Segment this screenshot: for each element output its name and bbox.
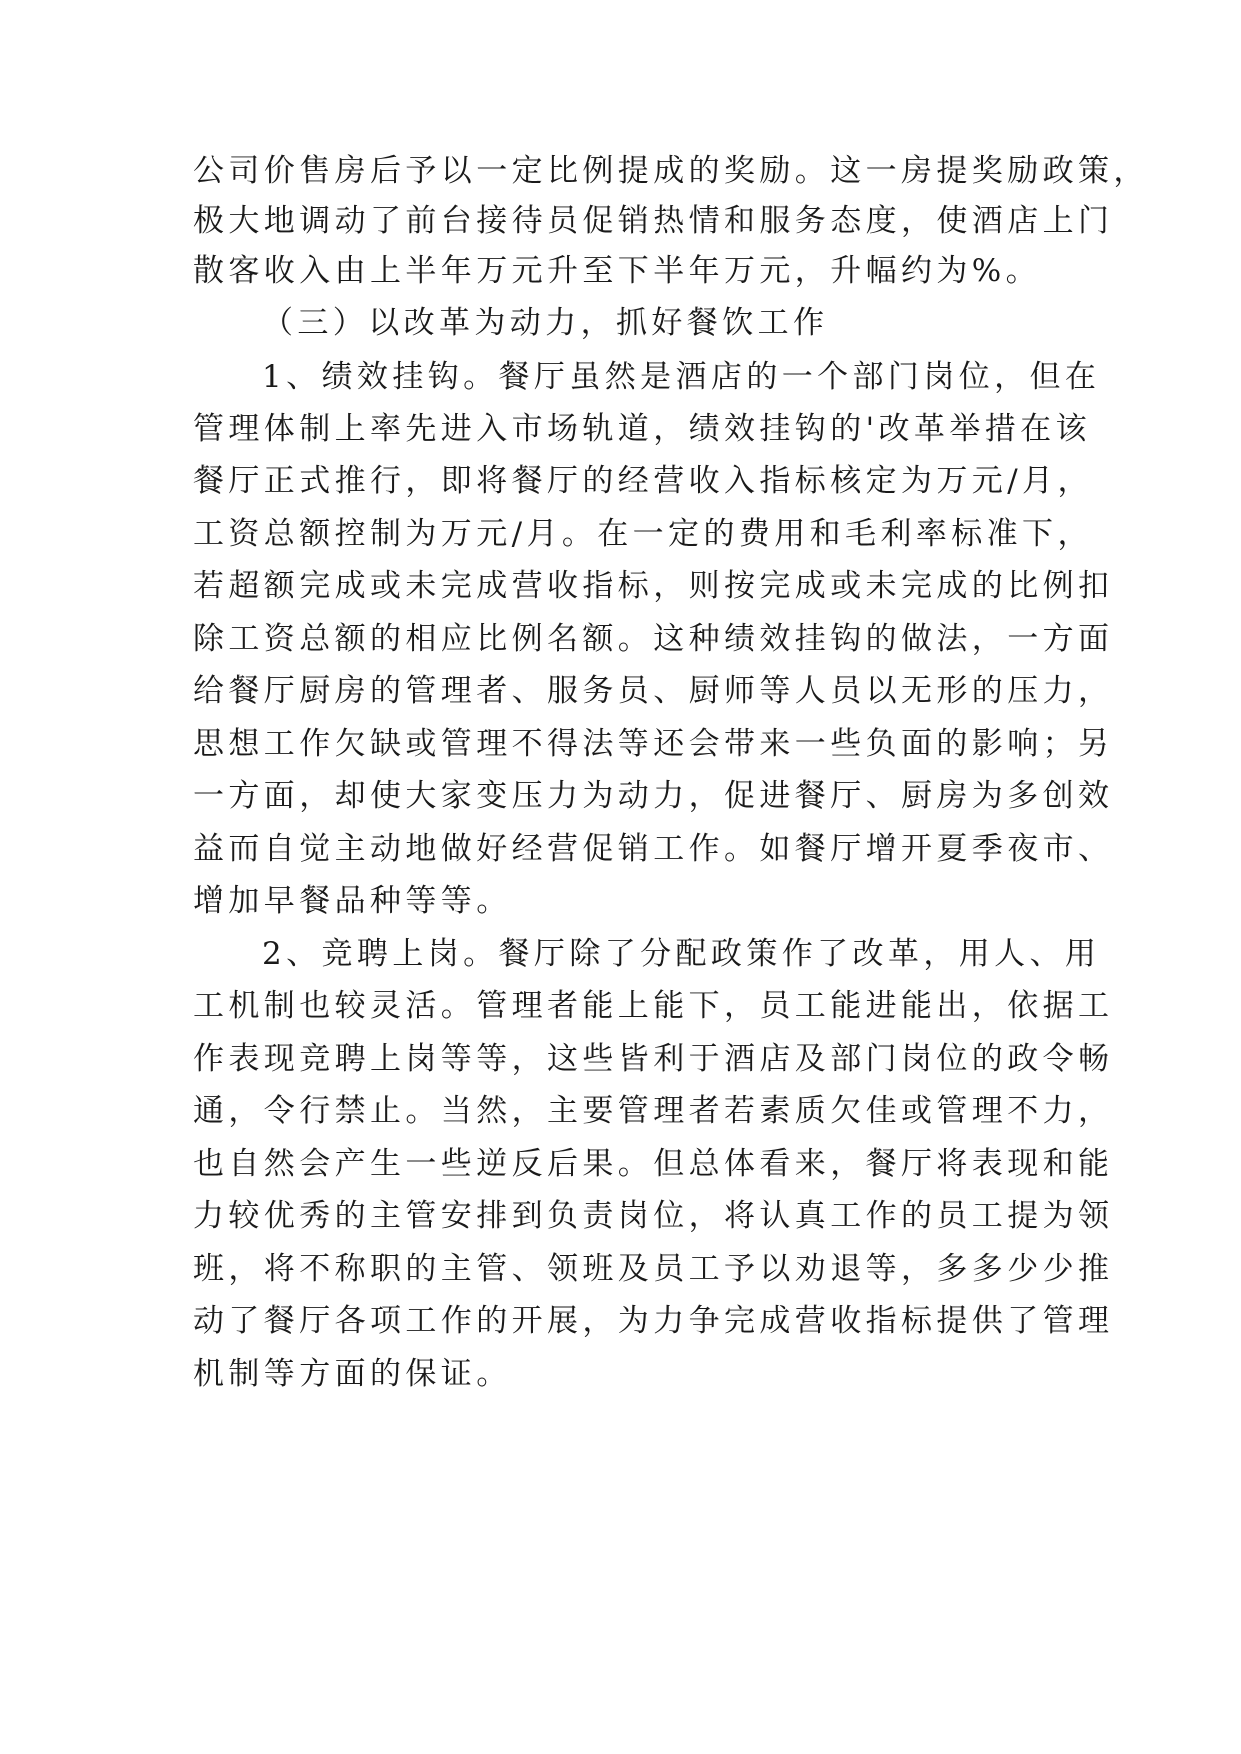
text-line: 散客收入由上半年万元升至下半年万元，升幅约为%。 xyxy=(193,253,1042,289)
text-line: 益而自觉主动地做好经营促销工作。如餐厅增开夏季夜市、 xyxy=(193,831,1114,867)
text-line: 公司价售房后予以一定比例提成的奖励。这一房提奖励政策， xyxy=(193,153,1149,189)
text-line: 机制等方面的保证。 xyxy=(193,1356,512,1392)
text-line: 工机制也较灵活。管理者能上能下，员工能进能出，依据工 xyxy=(193,988,1114,1024)
text-line: 管理体制上率先进入市场轨道，绩效挂钩的'改革举措在该 xyxy=(193,411,1091,447)
text-line: 若超额完成或未完成营收指标，则按完成或未完成的比例扣 xyxy=(193,568,1114,604)
text-line: 也自然会产生一些逆反后果。但总体看来，餐厅将表现和能 xyxy=(193,1146,1114,1182)
text-line: 餐厅正式推行，即将餐厅的经营收入指标核定为万元/月， xyxy=(193,463,1093,499)
text-line: 作表现竞聘上岗等等，这些皆利于酒店及部门岗位的政令畅 xyxy=(193,1041,1114,1077)
text-line: 给餐厅厨房的管理者、服务员、厨师等人员以无形的压力， xyxy=(193,673,1114,709)
text-line: 动了餐厅各项工作的开展，为力争完成营收指标提供了管理 xyxy=(193,1303,1114,1339)
text-line: 一方面，却使大家变压力为动力，促进餐厅、厨房为多创效 xyxy=(193,778,1114,814)
text-line: 思想工作欠缺或管理不得法等还会带来一些负面的影响；另 xyxy=(193,726,1114,762)
text-line: 班，将不称职的主管、领班及员工予以劝退等，多多少少推 xyxy=(193,1251,1114,1287)
text-line: 工资总额控制为万元/月。在一定的费用和毛利率标准下， xyxy=(193,516,1093,552)
text-line: 极大地调动了前台接待员促销热情和服务态度，使酒店上门 xyxy=(193,203,1114,239)
text-line: 除工资总额的相应比例名额。这种绩效挂钩的做法，一方面 xyxy=(193,621,1114,657)
text-line: 增加早餐品种等等。 xyxy=(193,883,512,919)
text-line: 1、绩效挂钩。餐厅虽然是酒店的一个部门岗位，但在 xyxy=(262,359,1101,395)
text-line: 通，令行禁止。当然，主要管理者若素质欠佳或管理不力， xyxy=(193,1093,1114,1129)
text-line: 2、竞聘上岗。餐厅除了分配政策作了改革，用人、用 xyxy=(262,936,1101,972)
text-line: 力较优秀的主管安排到负责岗位，将认真工作的员工提为领 xyxy=(193,1198,1114,1234)
section-heading: （三）以改革为动力，抓好餐饮工作 xyxy=(262,305,829,341)
